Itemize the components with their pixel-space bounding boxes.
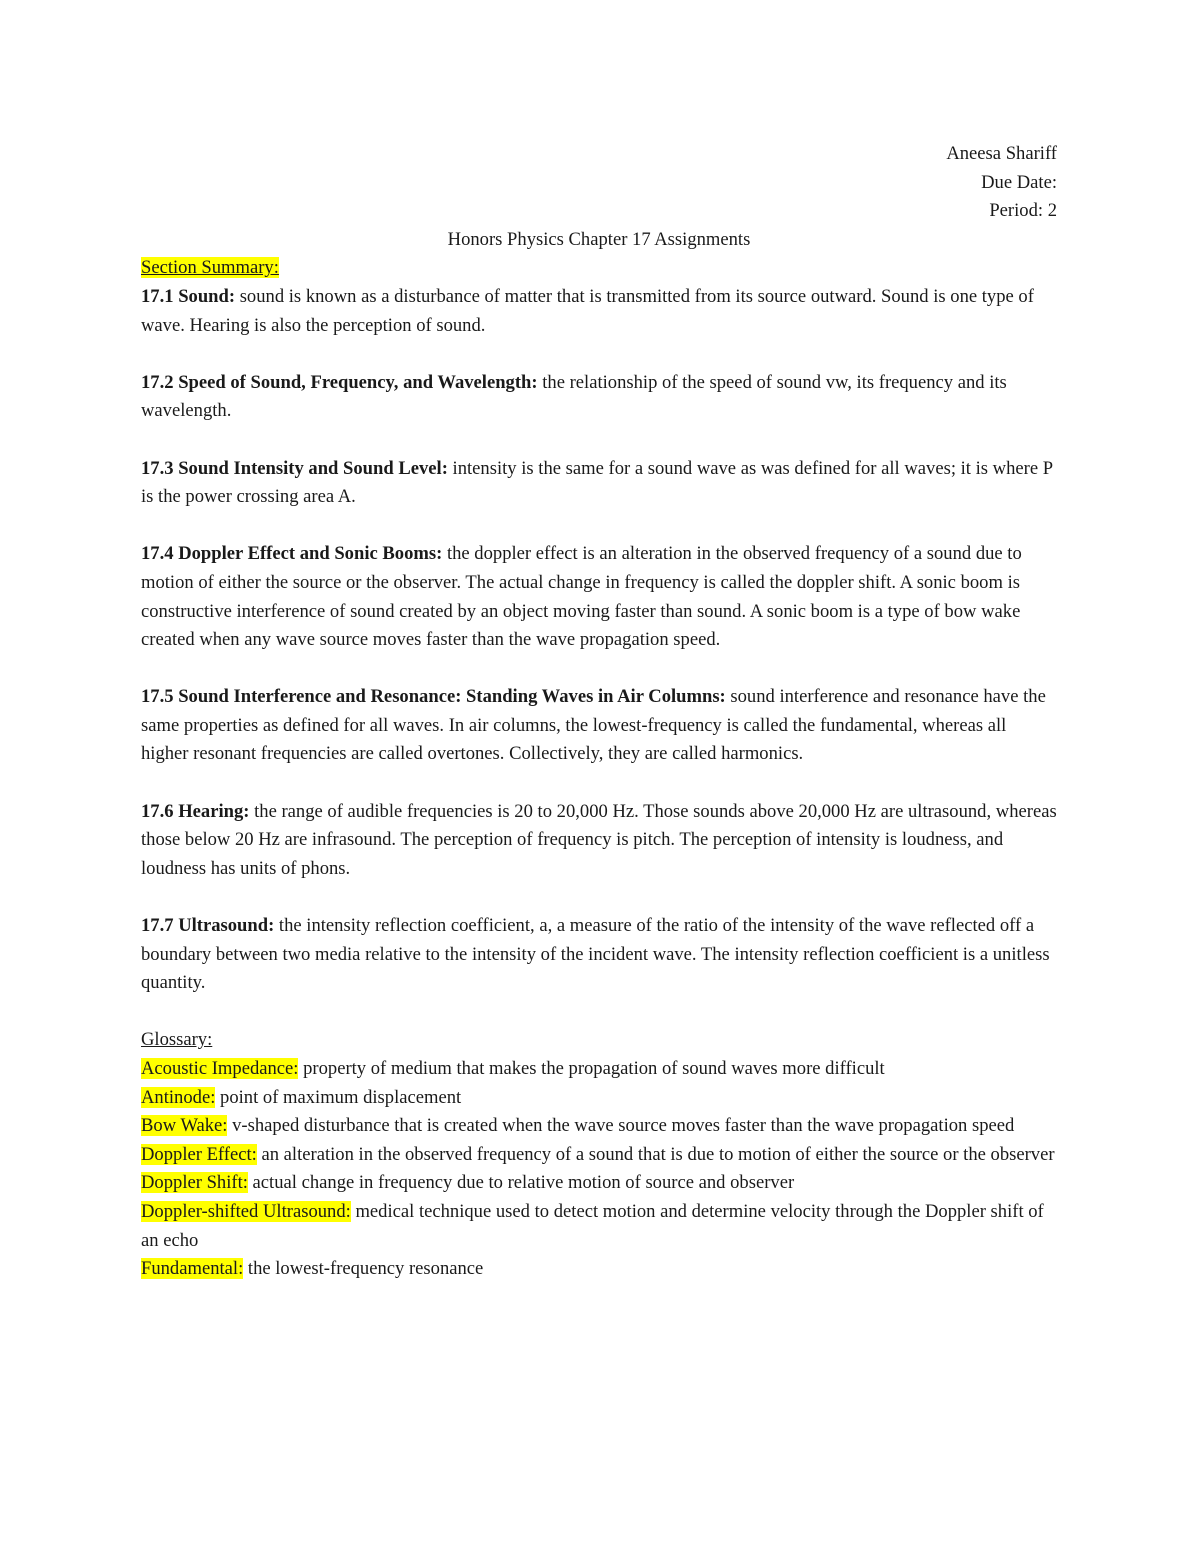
section-text: intensity is the same for a sound wave as was defined for all waves; it is where P is the power crossing area A. bbox=[141, 457, 1053, 508]
glossary-term: Doppler Shift: bbox=[141, 1172, 248, 1194]
section-label: 17.6 Hearing: bbox=[141, 800, 250, 822]
glossary-entry-doppler-shifted-ultrasound bbox=[141, 1198, 1057, 1255]
section-text: the intensity reflection coefficient, a, a measure of the ratio of the intensity of the wave reflected off a boundary between two media relative to the intensity of the incident wave. The intensity reflection coefficient is a unitless quantity. bbox=[141, 915, 1050, 994]
summary-section-17-5 bbox=[141, 683, 1057, 769]
summary-section-17-7 bbox=[141, 912, 1057, 998]
due-date: Due Date: bbox=[981, 171, 1057, 193]
summary-section-17-3 bbox=[141, 455, 1057, 512]
section-text: the doppler effect is an alteration in the observed frequency of a sound due to motion of either the source or the observer. The actual change in frequency is called the doppler shift. A sonic boom is constructive interference of sound created by an object moving faster than sound. A sonic boom is a type of bow wake created when any wave source moves faster than the wave propagation speed. bbox=[141, 543, 1022, 651]
glossary-term: Doppler Effect: bbox=[141, 1143, 257, 1165]
section-summary-heading: Section Summary: bbox=[141, 257, 279, 279]
section-label: 17.1 Sound: bbox=[141, 285, 236, 307]
glossary-definition: property of medium that makes the propagation of sound waves more difficult bbox=[298, 1058, 885, 1079]
summary-section-17-4 bbox=[141, 540, 1057, 654]
glossary-entry-doppler-shift bbox=[141, 1169, 1057, 1198]
document-title: Honors Physics Chapter 17 Assignments bbox=[447, 228, 751, 250]
glossary-definition: actual change in frequency due to relative motion of source and observer bbox=[247, 1172, 795, 1194]
glossary-definition: an alteration in the observed frequency of a sound that is due to motion of either the source or the observer bbox=[256, 1143, 1055, 1165]
glossary-term: Bow Wake: bbox=[141, 1115, 228, 1137]
glossary-term: Doppler-shifted Ultrasound: bbox=[141, 1200, 351, 1222]
section-label: 17.5 Sound Interference and Resonance: Standing Waves in Air Columns: bbox=[141, 686, 726, 708]
summary-section-17-6 bbox=[141, 798, 1057, 884]
section-text: the relationship of the speed of sound vw, its frequency and its wavelength. bbox=[141, 371, 1007, 422]
author-name: Aneesa Shariff bbox=[946, 143, 1057, 164]
glossary-term: Antinode: bbox=[141, 1086, 216, 1108]
period: Period: 2 bbox=[989, 200, 1057, 222]
glossary-entry-acoustic-impedance bbox=[141, 1055, 1057, 1084]
glossary-entry-antinode bbox=[141, 1084, 1057, 1113]
glossary-entry-doppler-effect bbox=[141, 1141, 1057, 1170]
glossary-definition: medical technique used to detect motion and determine velocity through the Doppler shift of an echo bbox=[141, 1200, 1044, 1251]
section-label: 17.3 Sound Intensity and Sound Level: bbox=[141, 457, 448, 479]
summary-section-17-1 bbox=[141, 283, 1057, 340]
glossary-definition: point of maximum displacement bbox=[215, 1086, 462, 1108]
glossary-entry-bow-wake bbox=[141, 1112, 1057, 1141]
summary-section-17-2 bbox=[141, 369, 1057, 426]
glossary-entry-fundamental bbox=[141, 1255, 1057, 1284]
section-text: the range of audible frequencies is 20 to 20,000 Hz. Those sounds above 20,000 Hz are ultrasound, whereas those below 20 Hz are infrasound. The perception of frequency is pitch. The perception of intensity is loudness, and loudness has units of phons. bbox=[141, 800, 1057, 879]
section-label: 17.7 Ultrasound: bbox=[141, 915, 275, 937]
glossary-term: Acoustic Impedance: bbox=[141, 1058, 299, 1079]
glossary-heading: Glossary: bbox=[141, 1029, 213, 1051]
section-label: 17.4 Doppler Effect and Sonic Booms: bbox=[141, 543, 443, 565]
section-text: sound interference and resonance have the same properties as defined for all waves. In air columns, the lowest-frequency is called the fundamental, whereas all higher resonant frequencies are called overtones. Collectively, they are called harmonics. bbox=[141, 686, 1046, 765]
glossary-term: Fundamental: bbox=[141, 1258, 244, 1280]
section-label: 17.2 Speed of Sound, Frequency, and Wavelength: bbox=[141, 371, 538, 393]
glossary-definition: v-shaped disturbance that is created when the wave source moves faster than the wave propagation speed bbox=[227, 1115, 1015, 1137]
section-text: sound is known as a disturbance of matter that is transmitted from its source outward. Sound is one type of wave. Hearing is also the perception of sound. bbox=[141, 285, 1034, 336]
glossary-definition: the lowest-frequency resonance bbox=[243, 1258, 484, 1280]
document-page bbox=[141, 140, 1057, 1284]
